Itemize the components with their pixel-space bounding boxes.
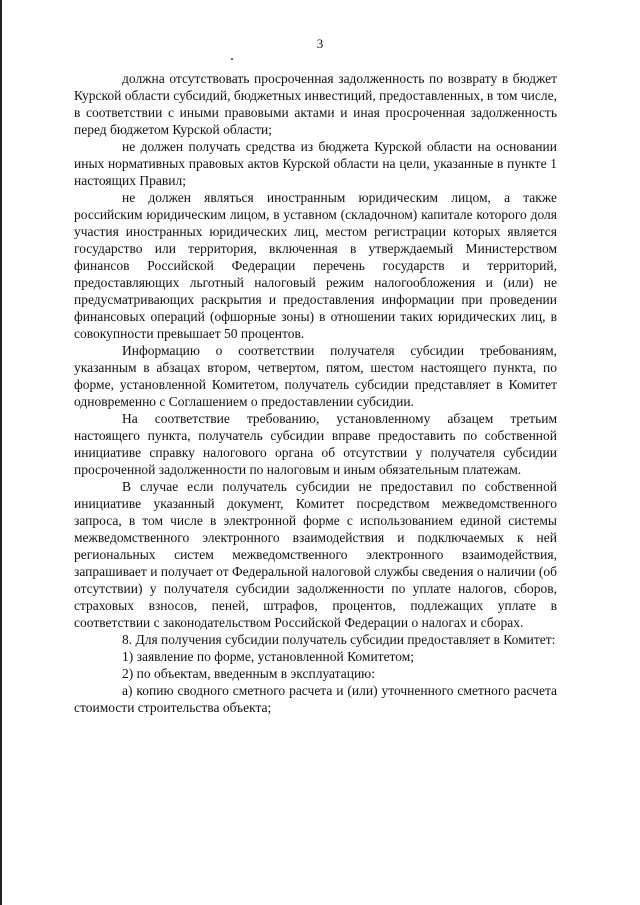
list-item-application: 1) заявление по форме, установленной Комитетом; (122, 649, 415, 664)
paragraph-debt: должна отсутствовать просроченная задолженность по возврату в бюджет Курской области субсидий, бюджетных инвестиций, предоставленных, в том числе, в соответствии с иными правовыми актами и иная просроченная задолженность перед бюджетом Курской области; (74, 71, 557, 137)
paragraph-interagency-request: В случае если получатель субсидии не предоставил по собственной инициативе указанный документ, Комитет посредством межведомственного запроса, в том числе в электронной форме с использованием единой системы межведомственного электронного взаимодействия и подключаемых к ней региональных систем межведомственного электронного взаимодействия, запрашивает и получает от Федеральной налоговой службы сведения о наличии (об отсутствии) у получателя субсидии задолженности по уплате налогов, сборов, страховых взносов, пеней, штрафов, процентов, подлежащих уплате в соответствии с законодательством Российской Федерации о налогах и сборах. (74, 479, 557, 630)
paragraph-estimate-copy: а) копию сводного сметного расчета и (или) уточненного сметного расчета стоимости строительства объекта; (74, 683, 557, 715)
page-number: 3 (316, 36, 324, 51)
page-left-edge (0, 0, 2, 905)
scan-speck (231, 58, 233, 60)
document-body (74, 70, 557, 716)
paragraph-other-funds: не должен получать средства из бюджета Курской области на основании иных нормативных правовых актов Курской области на цели, указанные в пункте 1 настоящих Правил; (74, 139, 557, 188)
paragraph-section-8: 8. Для получения субсидии получатель субсидии предоставляет в Комитет: (122, 632, 556, 647)
paragraph-tax-certificate: На соответствие требованию, установленному абзацем третьим настоящего пункта, получатель субсидии вправе предоставить по собственной инициативе справку налогового органа об отсутствии у получателя субсидии просроченной задолженности по налоговым и иным обязательным платежам. (74, 411, 557, 477)
paragraph-compliance-info: Информацию о соответствии получателя субсидии требованиям, указанным в абзацах втором, четвертом, пятом, шестом настоящего пункта, по форме, установленной Комитетом, получатель субсидии представляет в Комитет одновременно с Соглашением о предоставлении субсидии. (74, 343, 557, 409)
list-item-commissioned-objects: 2) по объектам, введенным в эксплуатацию: (122, 666, 376, 681)
paragraph-foreign-entity: не должен являться иностранным юридическим лицом, а также российским юридическим лицом, в уставном (складочном) капитале которого доля участия иностранных юридических лиц, местом регистрации которых является государство или территория, включенная в утверждаемый Министерством финансов Российской Федерации перечень государств и территорий, предоставляющих льготный налоговый режим налогообложения и (или) не предусматривающих раскрытия и предоставления информации при проведении финансовых операций (офшорные зоны) в отношении таких юридических лиц, в совокупности превышает 50 процентов. (74, 190, 557, 341)
